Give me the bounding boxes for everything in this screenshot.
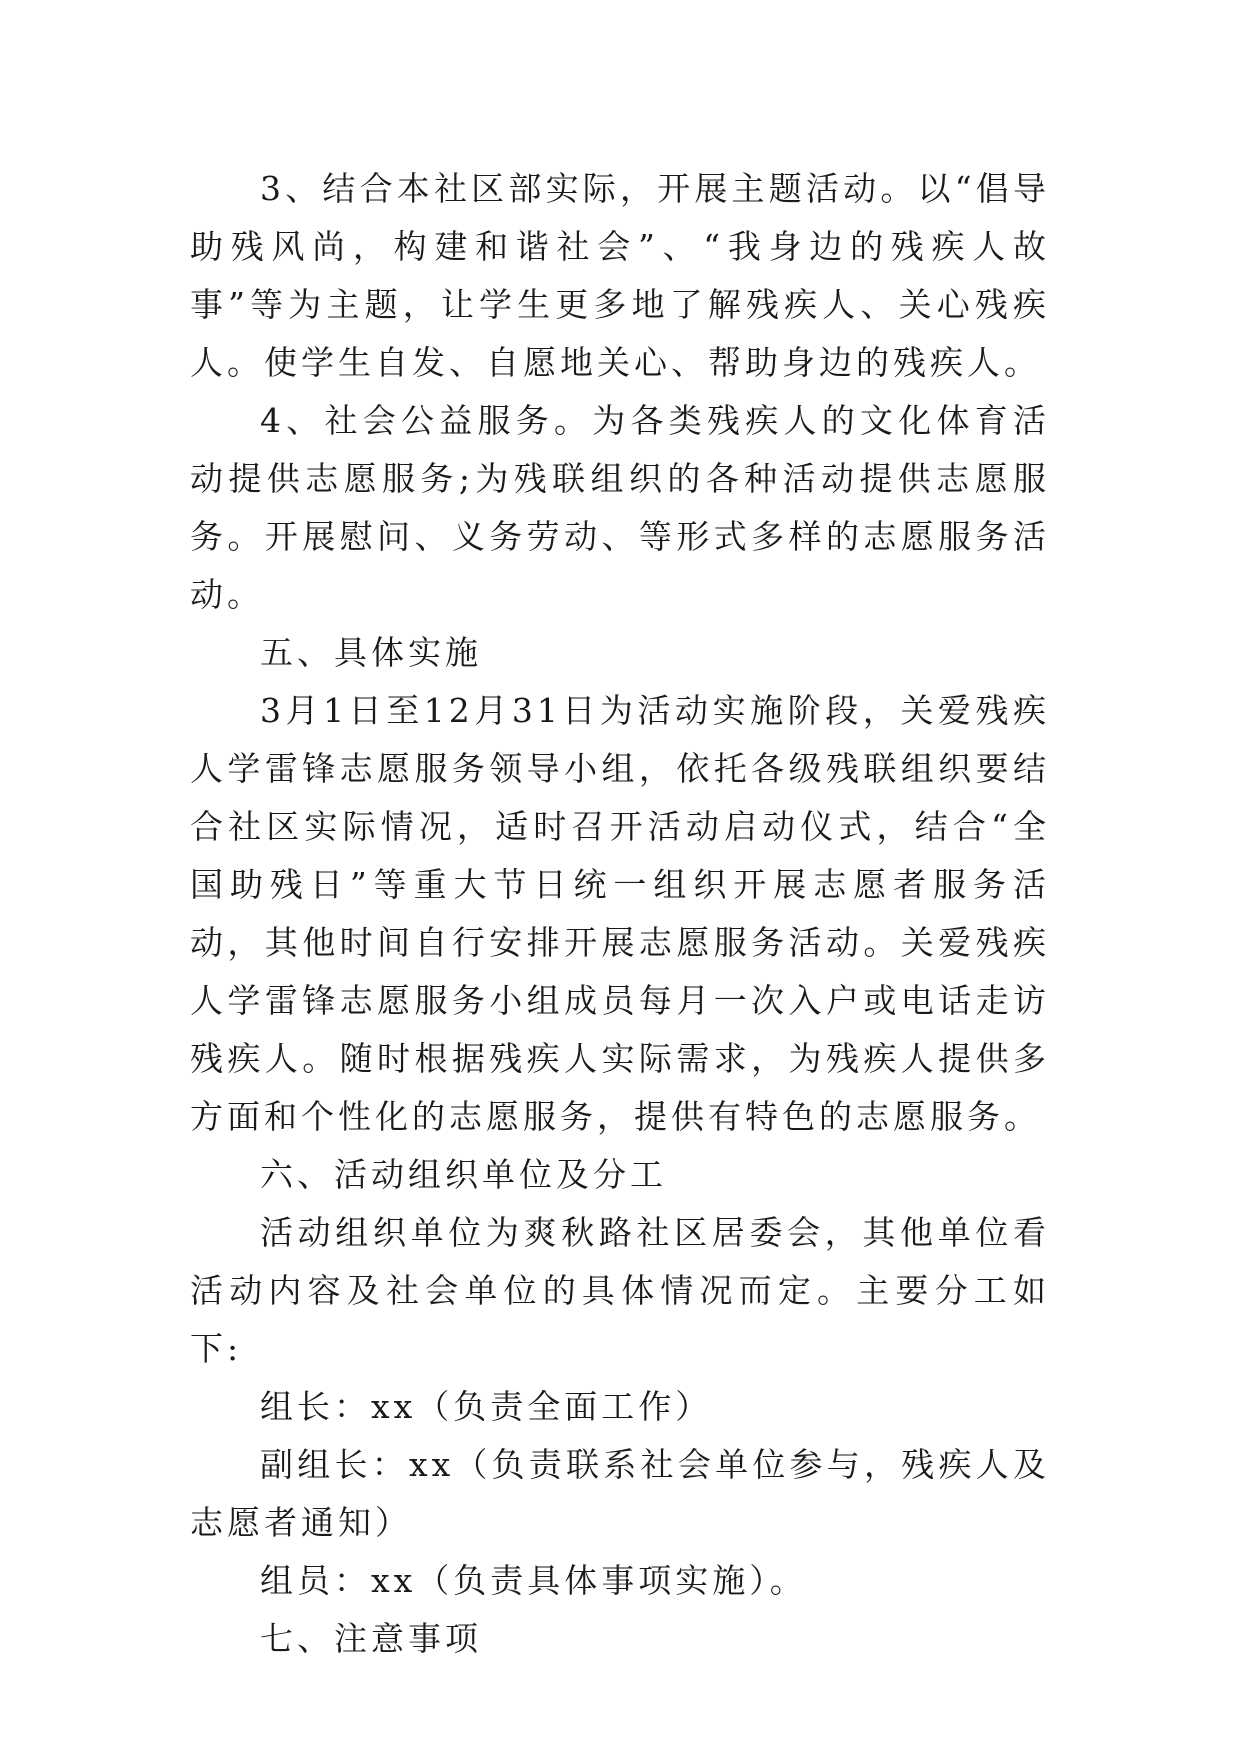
document-body: [190, 160, 1050, 1668]
section-heading-organization: 六、活动组织单位及分工: [260, 1155, 667, 1194]
paragraph-item-4-public-service: 4、社会公益服务。为各类残疾人的文化体育活动提供志愿服务;为残联组织的各种活动提供志愿服务。开展慰问、义务劳动、等形式多样的志愿服务活动。: [190, 401, 1050, 614]
paragraph-deputy-leader: 副组长：xx（负责联系社会单位参与，残疾人及志愿者通知）: [190, 1445, 1050, 1542]
paragraph-organizing-unit: 活动组织单位为爽秋路社区居委会，其他单位看活动内容及社会单位的具体情况而定。主要分工如下:: [190, 1213, 1050, 1368]
paragraph-implementation-details: 3月1日至12月31日为活动实施阶段，关爱残疾人学雷锋志愿服务领导小组，依托各级残联组织要结合社区实际情况，适时召开活动启动仪式，结合“全国助残日”等重大节日统一组织开展志愿者服务活动，其他时间自行安排开展志愿服务活动。关爱残疾人学雷锋志愿服务小组成员每月一次入户或电话走访残疾人。随时根据残疾人实际需求，为残疾人提供多方面和个性化的志愿服务，提供有特色的志愿服务。: [190, 691, 1050, 1136]
section-heading-implementation: 五、具体实施: [260, 633, 482, 672]
paragraph-team-member: 组员：xx（负责具体事项实施）。: [260, 1561, 807, 1600]
section-heading-notes: 七、注意事项: [260, 1619, 482, 1658]
paragraph-team-leader: 组长：xx（负责全面工作）: [260, 1387, 713, 1426]
paragraph-item-3-theme-activities: 3、结合本社区部实际，开展主题活动。以“倡导助残风尚，构建和谐社会”、“我身边的残疾人故事”等为主题，让学生更多地了解残疾人、关心残疾人。使学生自发、自愿地关心、帮助身边的残疾人。: [190, 169, 1050, 382]
